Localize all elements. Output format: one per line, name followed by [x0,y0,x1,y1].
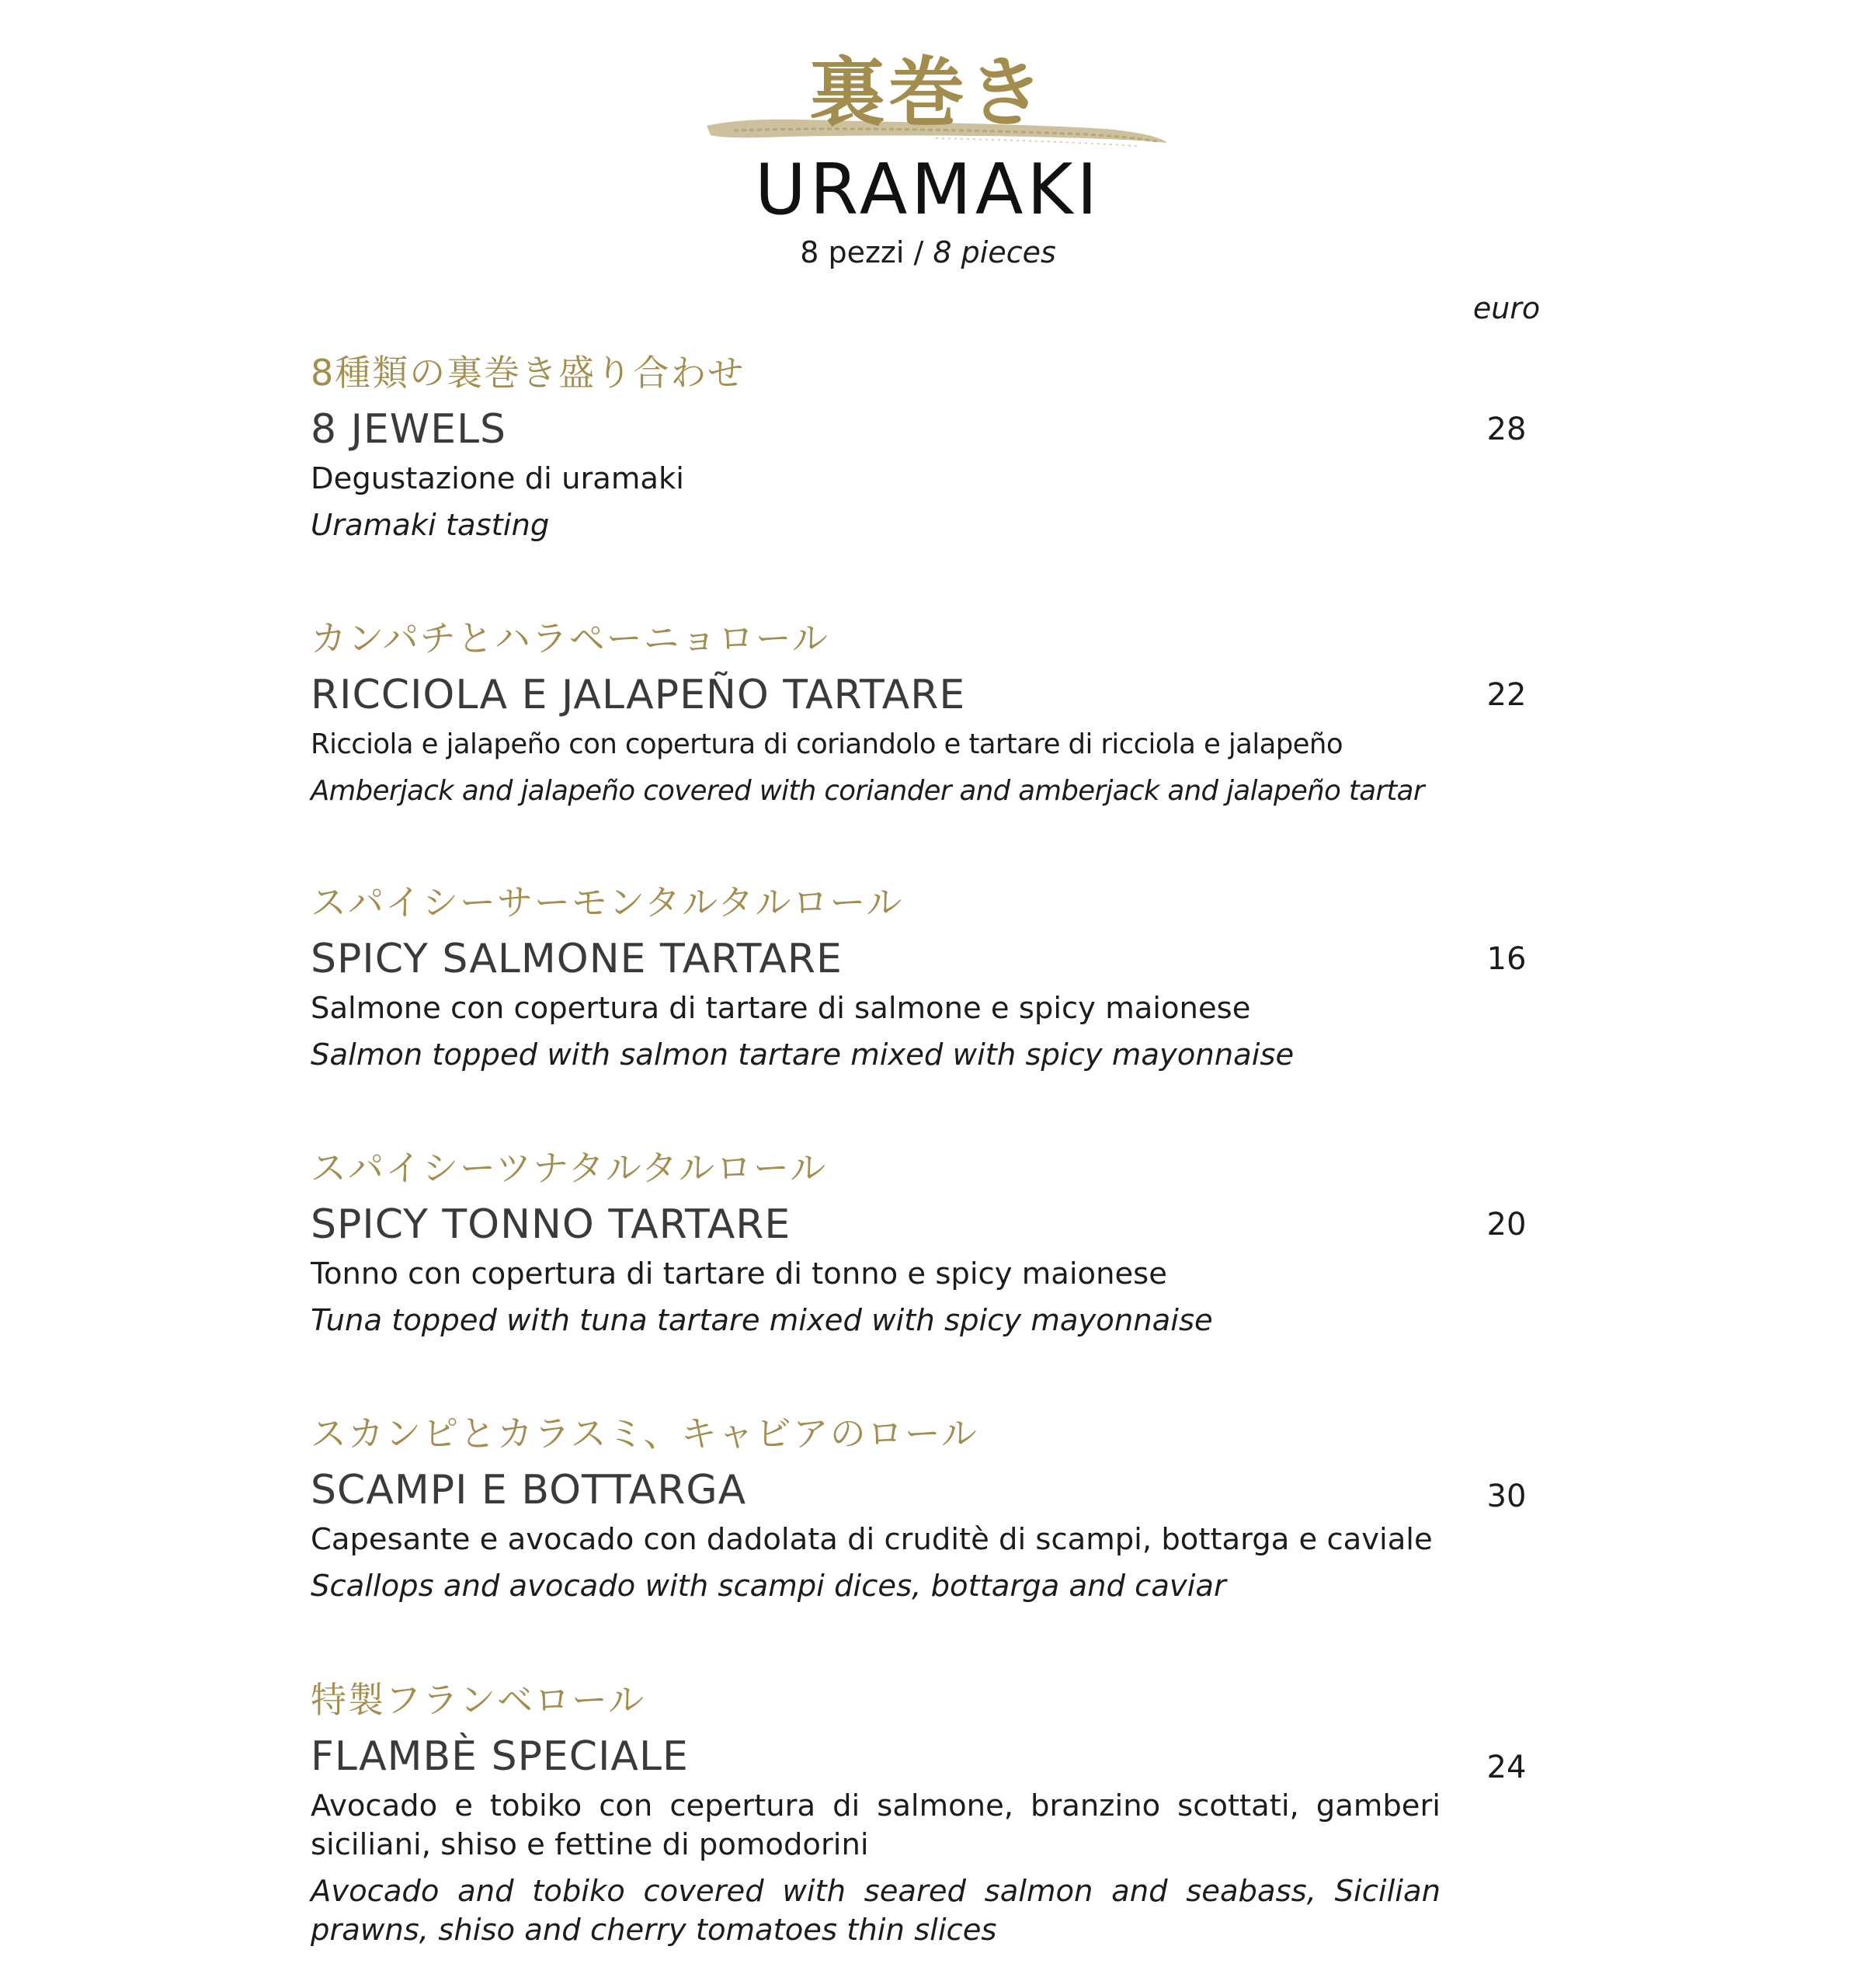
item-name-japanese: カンパチとハラペーニョロール [311,617,829,659]
item-name-japanese: 8種類の裏巻き盛り合わせ [311,352,746,394]
item-description-english: Salmon topped with salmon tartare mixed with spicy mayonnaise [311,1037,1295,1072]
section-title: URAMAKI [754,149,1102,231]
menu-item-8-jewels [311,348,1747,545]
menu-header [0,0,1856,280]
subtitle-separator: / [904,235,933,269]
item-description-italian: Tonno con copertura di tartare di tonno e spicy maionese [311,1256,1167,1291]
item-description-italian: Ricciola e jalapeño con copertura di coriandolo e tartare di ricciola e jalapeño [311,728,1343,760]
item-name: FLAMBÈ SPECIALE [311,1733,689,1780]
item-price: 20 [1486,1207,1527,1242]
item-name: RICCIOLA E JALAPEÑO TARTARE [311,672,966,718]
item-name-japanese: スパイシーツナタルタルロール [311,1147,828,1189]
subtitle-italian: 8 pezzi [800,235,905,269]
item-name: SPICY SALMONE TARTARE [311,936,843,982]
subtitle-english: 8 pieces [933,235,1056,269]
item-price: 24 [1486,1750,1527,1785]
item-name: SPICY TONNO TARTARE [311,1201,791,1248]
menu-item-scampi-bottarga [311,1409,1747,1606]
menu-item-spicy-salmone [311,878,1747,1075]
section-subtitle [0,231,1856,273]
item-name: 8 JEWELS [311,406,507,453]
item-description-english: Uramaki tasting [311,508,550,543]
item-description-english: Amberjack and jalapeño covered with coriander and amberjack and jalapeño tartar [311,775,1424,807]
item-description-english: Scallops and avocado with scampi dices, bottarga and caviar [311,1569,1226,1604]
item-price: 28 [1486,412,1527,447]
item-name-japanese: 特製フランベロール [311,1679,646,1721]
menu-item-spicy-tonno [311,1143,1747,1340]
item-description-english: Avocado and tobiko covered with seared salmon and seabass, Sicilian prawns, shiso and cherry tomatoes thin slices [311,1874,1441,1948]
currency-label: euro [1472,291,1541,325]
item-name: SCAMPI E BOTTARGA [311,1467,747,1514]
item-price: 16 [1486,941,1527,977]
item-description-italian: Capesante e avocado con dadolata di cruditè di scampi, bottarga e caviale [311,1522,1433,1557]
item-description-english: Tuna topped with tuna tartare mixed with spicy mayonnaise [311,1303,1213,1338]
item-name-japanese: スパイシーサーモンタルタルロール [311,881,904,923]
item-description-italian: Avocado e tobiko con cepertura di salmone, branzino scottati, gamberi siciliani, shiso e fettine di pomodorini [311,1788,1441,1862]
item-price: 22 [1486,677,1527,713]
item-price: 30 [1486,1479,1527,1514]
item-description-italian: Degustazione di uramaki [311,461,684,496]
menu-item-ricciola-jalapeno [311,613,1747,811]
item-description-italian: Salmone con copertura di tartare di salmone e spicy maionese [311,991,1251,1026]
menu-item-flambe-speciale [311,1675,1747,1950]
section-title-japanese: 裏巻き [808,49,1047,137]
item-name-japanese: スカンピとカラスミ、キャビアのロール [311,1413,978,1455]
